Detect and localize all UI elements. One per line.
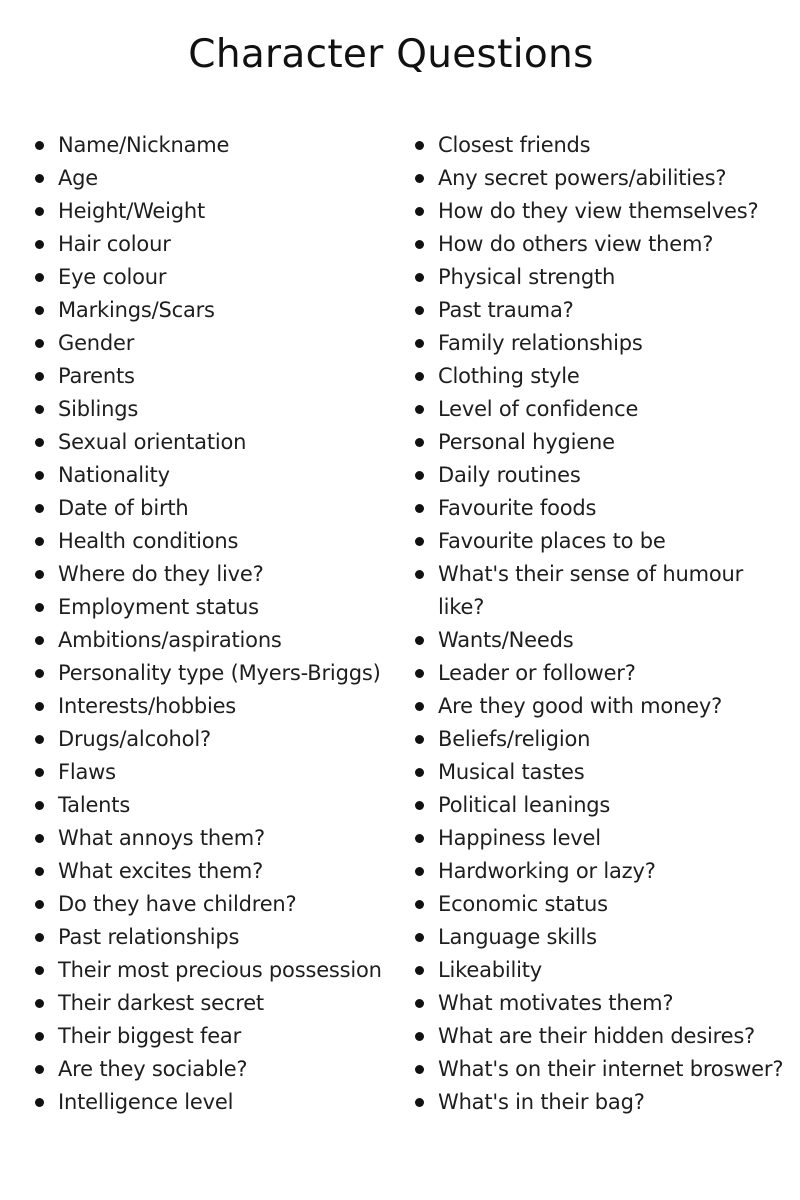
list-item: Daily routines [438,459,800,492]
list-item: Their biggest fear [58,1020,403,1053]
list-item: Level of confidence [438,393,800,426]
list-item: Do they have children? [58,888,403,921]
list-item: Are they good with money? [438,690,800,723]
list-item: What's on their internet broswer? [438,1053,800,1086]
list-item: Happiness level [438,822,800,855]
list-item: Leader or follower? [438,657,800,690]
list-item: Gender [58,327,403,360]
list-item: Clothing style [438,360,800,393]
list-item: Name/Nickname [58,129,403,162]
list-item: Where do they live? [58,558,403,591]
list-item: Hardworking or lazy? [438,855,800,888]
list-item: Wants/Needs [438,624,800,657]
list-item: What are their hidden desires? [438,1020,800,1053]
list-item: Flaws [58,756,403,789]
right-question-list [438,129,800,1119]
list-item: Physical strength [438,261,800,294]
list-item: Drugs/alcohol? [58,723,403,756]
list-item: Height/Weight [58,195,403,228]
list-item: Are they sociable? [58,1053,403,1086]
list-item: Closest friends [438,129,800,162]
list-item: Personal hygiene [438,426,800,459]
list-item: Nationality [58,459,403,492]
page-title: Character Questions [188,32,594,77]
left-question-list [58,129,403,1119]
list-item: Markings/Scars [58,294,403,327]
list-item: Intelligence level [58,1086,403,1119]
list-item: Any secret powers/abilities? [438,162,800,195]
list-item: Date of birth [58,492,403,525]
list-item: Sexual orientation [58,426,403,459]
list-item: Health conditions [58,525,403,558]
list-item: Age [58,162,403,195]
list-item: Past trauma? [438,294,800,327]
list-item: What annoys them? [58,822,403,855]
list-item: Eye colour [58,261,403,294]
list-item: Hair colour [58,228,403,261]
list-item: Family relationships [438,327,800,360]
list-item: Personality type (Myers-Briggs) [58,657,403,690]
list-item: Economic status [438,888,800,921]
list-item: Ambitions/aspirations [58,624,403,657]
list-item: Interests/hobbies [58,690,403,723]
list-item: Favourite foods [438,492,800,525]
list-item: Their most precious possession [58,954,403,987]
list-item: Beliefs/religion [438,723,800,756]
list-item: What's in their bag? [438,1086,800,1119]
list-item: What excites them? [58,855,403,888]
list-item: Favourite places to be [438,525,800,558]
list-item: Past relationships [58,921,403,954]
list-item: Talents [58,789,403,822]
list-item: Parents [58,360,403,393]
list-item: What motivates them? [438,987,800,1020]
list-item: How do others view them? [438,228,800,261]
list-item: How do they view themselves? [438,195,800,228]
list-item: What's their sense of humour like? [438,558,768,624]
list-item: Political leanings [438,789,800,822]
list-item: Their darkest secret [58,987,403,1020]
list-item: Employment status [58,591,403,624]
list-item: Likeability [438,954,800,987]
list-item: Siblings [58,393,403,426]
list-item: Language skills [438,921,800,954]
list-item: Musical tastes [438,756,800,789]
